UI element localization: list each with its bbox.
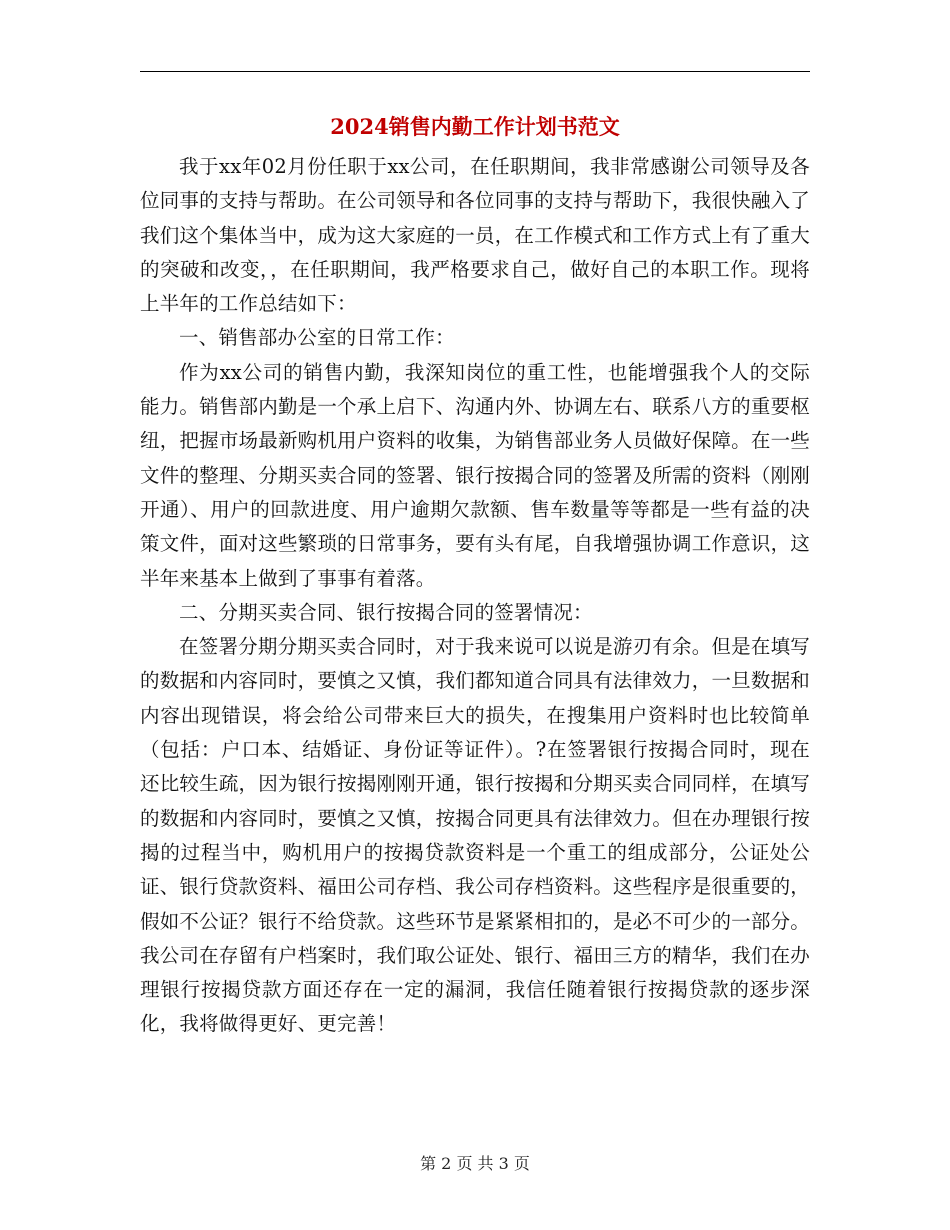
document-body [140,150,810,1042]
header-rule [140,71,810,72]
section-heading-2: 二、分期买卖合同、银行按揭合同的签署情况： [179,600,593,624]
section-heading-1: 一、销售部办公室的日常工作： [179,326,455,350]
paragraph-intro: 我于xx年02月份任职于xx公司，在任职期间，我非常感谢公司领导及各位同事的支持与帮助。在公司领导和各位同事的支持与帮助下，我很快融入了我们这个集体当中，成为这大家庭的一员，在工作模式和工作方式上有了重大的突破和改变，，在任职期间，我严格要求自己，做好自己的本职工作。现将上半年的工作总结如下： [140,155,810,316]
paragraph-section-1: 作为xx公司的销售内勤，我深知岗位的重工性，也能增强我个人的交际能力。销售部内勤是一个承上启下、沟通内外、协调左右、联系八方的重要枢纽，把握市场最新购机用户资料的收集，为销售部业务人员做好保障。在一些文件的整理、分期买卖合同的签署、银行按揭合同的签署及所需的资料（刚刚开通）、用户的回款进度、用户逾期欠款额、售车数量等等都是一些有益的决策文件，面对这些繁琐的日常事务，要有头有尾，自我增强协调工作意识，这半年来基本上做到了事事有着落。 [140,360,810,590]
page-number-footer: 第 2 页 共 3 页 [420,1154,530,1173]
document-title: 2024销售内勤工作计划书范文 [330,114,620,139]
paragraph-section-2: 在签署分期分期买卖合同时，对于我来说可以说是游刃有余。但是在填写的数据和内容同时，要慎之又慎，我们都知道合同具有法律效力，一旦数据和内容出现错误，将会给公司带来巨大的损失，在搜集用户资料时也比较简单（包括：户口本、结婚证、身份证等证件）。?在签署银行按揭合同时，现在还比较生疏，因为银行按揭刚刚开通，银行按揭和分期买卖合同同样，在填写的数据和内容同时，要慎之又慎，按揭合同更具有法律效力。但在办理银行按揭的过程当中，购机用户的按揭贷款资料是一个重工的组成部分，公证处公证、银行贷款资料、福田公司存档、我公司存档资料。这些程序是很重要的，假如不公证？银行不给贷款。这些环节是紧紧相扣的，是必不可少的一部分。我公司在存留有户档案时，我们取公证处、银行、福田三方的精华，我们在办理银行按揭贷款方面还存在一定的漏洞，我信任随着银行按揭贷款的逐步深化，我将做得更好、更完善！ [140,635,810,1036]
